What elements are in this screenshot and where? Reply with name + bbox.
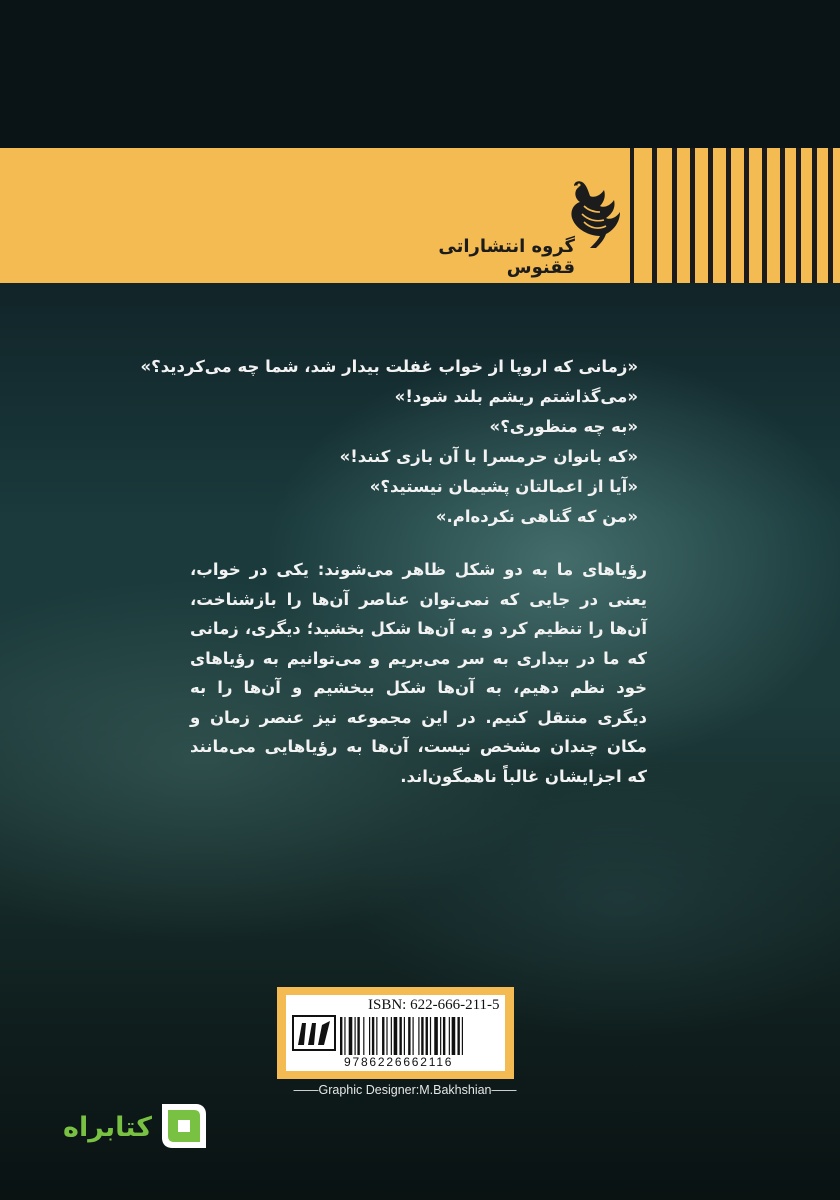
- barcode-bar: [340, 1017, 342, 1055]
- barcode-bar: [391, 1017, 392, 1055]
- barcode-bar: [408, 1017, 410, 1055]
- barcode-bar: [349, 1017, 353, 1055]
- dialogue-line: «من که گناهی نکرده‌ام.»: [435, 507, 638, 526]
- barcode-bar: [355, 1017, 356, 1055]
- band-stripe: [762, 148, 767, 283]
- barcode-bar: [421, 1017, 423, 1055]
- barcode-bar: [413, 1017, 414, 1055]
- band-stripe: [744, 148, 749, 283]
- barcode-bar: [399, 1017, 401, 1055]
- dialogue-line: «که بانوان حرمسرا با آن بازی کنند!»: [339, 447, 638, 466]
- ketabrah-watermark-text: کتابراه: [63, 1112, 152, 1143]
- dialogue-line: «به چه منظوری؟»: [489, 417, 638, 436]
- ean-number: 9786226662116: [344, 1055, 454, 1069]
- barcode-bar: [376, 1017, 377, 1055]
- barcode-bar: [418, 1017, 419, 1055]
- barcode-bar: [434, 1017, 438, 1055]
- band-stripe: [652, 148, 657, 283]
- barcode-bar: [430, 1017, 431, 1055]
- barcode-bar: [369, 1017, 370, 1055]
- band-stripe: [780, 148, 785, 283]
- publisher-name: گروه انتشاراتی ققنوس: [438, 236, 575, 278]
- top-dark-area: [0, 0, 840, 148]
- barcode-bar: [452, 1017, 456, 1055]
- barcode-bar: [457, 1017, 459, 1055]
- barcode-bar: [404, 1017, 405, 1055]
- barcode-bar: [382, 1017, 384, 1055]
- band-stripe: [828, 148, 833, 283]
- band-stripe: [690, 148, 695, 283]
- publisher-mark-icon: [292, 1015, 336, 1051]
- barcode-bar: [462, 1017, 463, 1055]
- barcode-bar: [363, 1017, 364, 1055]
- isbn-text: ISBN: 622-666-211-5: [368, 997, 500, 1013]
- barcode-bar: [394, 1017, 398, 1055]
- band-stripe: [708, 148, 713, 283]
- blurb-paragraph: رؤیاهای ما به دو شکل ظاهر می‌شوند: یکی در خواب، یعنی در جایی که نمی‌توان عناصر آن‌ها را بازشناخت، آن‌ها را تنظیم کرد و به آن‌ها شکل بخشید؛ دیگری، زمانی که ما در بیداری به سر می‌بریم و می‌توانیم به رؤیاهای خود نظم دهیم، به آن‌ها شکل ببخشیم و آن‌ها را به دیگری منتقل کنیم. در این مجموعه نیز عنصر زمان و مکان چندان مشخص نیست، آن‌ها به رؤیاهایی می‌مانند که اجزایشان غالباً ناهمگون‌اند.: [190, 560, 647, 786]
- band-stripe: [672, 148, 677, 283]
- barcode-bar: [386, 1017, 387, 1055]
- designer-credit: ——Graphic Designer:M.Bakhshian——: [293, 1083, 517, 1097]
- dialogue-block: [140, 352, 638, 532]
- barcode-bar: [372, 1017, 374, 1055]
- dialogue-line: «زمانی که اروپا از خواب غفلت بیدار شد، شما چه می‌کردید؟»: [140, 357, 638, 376]
- barcode-bar: [426, 1017, 428, 1055]
- band-stripe: [796, 148, 801, 283]
- barcode-bar: [344, 1017, 345, 1055]
- band-stripe: [630, 148, 634, 283]
- ketabrah-logo-icon: [156, 1098, 212, 1154]
- dialogue-line: «آیا از اعمالتان پشیمان نیستید؟»: [369, 477, 638, 496]
- band-stripes: [630, 148, 840, 283]
- band-stripe: [726, 148, 731, 283]
- barcode-box: [277, 987, 514, 1079]
- barcode-panel: [286, 995, 505, 1071]
- barcode-bar: [357, 1017, 359, 1055]
- barcode-bar: [440, 1017, 441, 1055]
- barcode-bar: [443, 1017, 445, 1055]
- barcode-bar: [449, 1017, 450, 1055]
- dialogue-line: «می‌گذاشتم ریشم بلند شود!»: [394, 387, 638, 406]
- band-stripe: [812, 148, 817, 283]
- barcode-bars: [340, 1017, 500, 1059]
